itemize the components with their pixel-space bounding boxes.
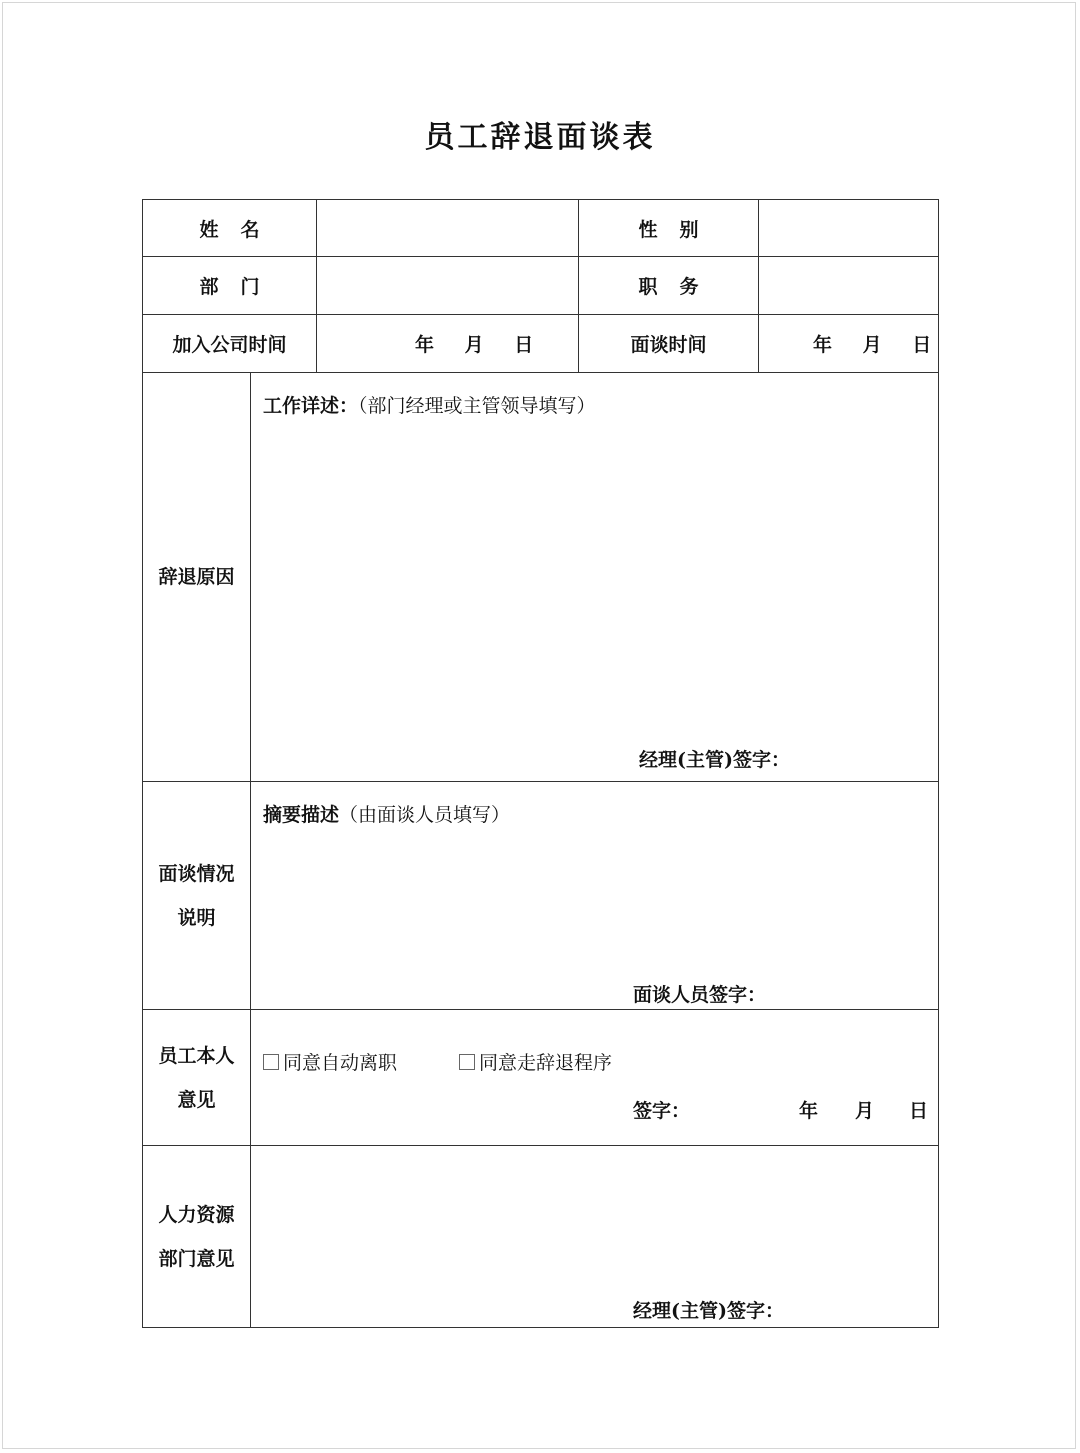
employee-content (251, 1010, 939, 1146)
row-dismissal-reason (143, 373, 939, 782)
option-dismissal-process[interactable] (459, 1048, 612, 1075)
interview-day-label: 日 (912, 334, 932, 356)
interview-side-label (143, 782, 251, 1010)
interview-date-field[interactable] (759, 315, 939, 373)
checkbox-voluntary-resign[interactable] (263, 1054, 279, 1070)
row-name-gender (143, 200, 939, 257)
join-year-label: 年 (415, 334, 435, 356)
row-dates (143, 315, 939, 373)
dept-field[interactable] (317, 257, 579, 315)
employee-sign-day: 日 (909, 1100, 929, 1122)
employee-sign-year: 年 (799, 1100, 819, 1122)
reason-side-label (143, 373, 251, 782)
manager-signature-label: 经理(主管)签字： (639, 749, 790, 771)
reason-heading-note: （部门经理或主管领导填写） (358, 395, 596, 417)
join-day-label: 日 (514, 334, 534, 356)
interview-year-label: 年 (813, 334, 833, 356)
row-hr-opinion (143, 1146, 939, 1328)
employee-side-label (143, 1010, 251, 1146)
interviewer-signature-label: 面谈人员签字： (633, 984, 767, 1006)
employee-signature-label: 签字： (633, 1100, 691, 1122)
option-voluntary-resign-label: 同意自动离职 (283, 1052, 398, 1074)
interview-heading-note: （由面谈人员填写） (339, 804, 511, 826)
interview-month-label: 月 (862, 334, 882, 356)
employee-label-line1: 员工本人 (158, 1044, 235, 1067)
form-title: 员工辞退面谈表 (424, 120, 656, 155)
employee-label-line2: 意见 (177, 1088, 216, 1111)
join-month-label: 月 (464, 334, 484, 356)
reason-label-text: 辞退原因 (158, 566, 235, 588)
row-dept-position (143, 257, 939, 315)
reason-heading-text: 工作详述： (263, 395, 359, 417)
reason-content[interactable] (251, 373, 939, 782)
dept-label: 部门 (143, 257, 317, 315)
gender-label: 性别 (579, 200, 759, 257)
interview-label-line1: 面谈情况 (158, 862, 235, 885)
join-date-field[interactable] (317, 315, 579, 373)
interview-content[interactable] (251, 782, 939, 1010)
row-employee-opinion (143, 1010, 939, 1146)
option-voluntary-resign[interactable] (263, 1048, 397, 1075)
join-date-label: 加入公司时间 (143, 315, 317, 373)
name-label: 姓名 (143, 200, 317, 257)
checkbox-dismissal-process[interactable] (459, 1054, 475, 1070)
name-field[interactable] (317, 200, 579, 257)
position-label: 职务 (579, 257, 759, 315)
row-interview-summary (143, 782, 939, 1010)
interview-heading (263, 800, 510, 827)
hr-content[interactable] (251, 1146, 939, 1328)
interview-form-table (142, 199, 939, 1328)
hr-signature-label: 经理(主管)签字： (633, 1300, 784, 1322)
option-dismissal-process-label: 同意走辞退程序 (479, 1052, 613, 1074)
employee-sign-month: 月 (855, 1100, 875, 1122)
hr-label-line2: 部门意见 (158, 1247, 235, 1270)
interview-date-label: 面谈时间 (579, 315, 759, 373)
interview-heading-text: 摘要描述 (263, 804, 340, 826)
interview-label-line2: 说明 (177, 906, 216, 929)
hr-label-line1: 人力资源 (158, 1203, 235, 1226)
gender-field[interactable] (759, 200, 939, 257)
position-field[interactable] (759, 257, 939, 315)
reason-heading (263, 391, 596, 418)
hr-side-label (143, 1146, 251, 1328)
employee-options (263, 1048, 674, 1075)
